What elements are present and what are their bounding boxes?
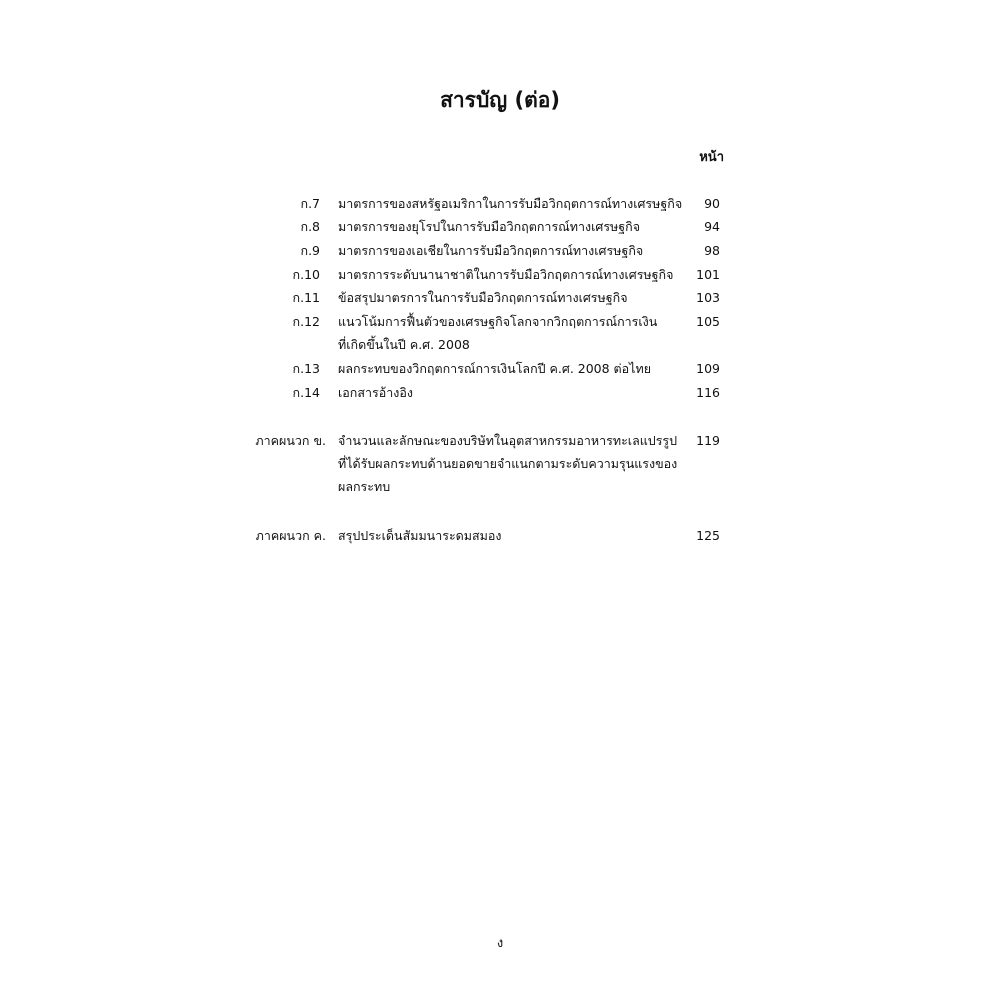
entry-title-line: สรุปประเด็นสัมมนาระดมสมอง <box>338 528 502 543</box>
entry-title-line: ผลกระทบของวิกฤตการณ์การเงินโลกปี ค.ศ. 2008 ต่อไทย <box>338 361 652 376</box>
entry-page: 94 <box>704 219 720 234</box>
entry-page: 109 <box>696 361 720 376</box>
entry-number: ก.13 <box>292 361 320 376</box>
page-title: สารบัญ (ต่อ) <box>440 88 560 112</box>
entry-title-line: แนวโน้มการฟื้นตัวของเศรษฐกิจโลกจากวิกฤตการณ์การเงิน <box>338 314 658 329</box>
entry-title-line: ผลกระทบ <box>338 479 391 494</box>
entry-page: 119 <box>696 433 720 448</box>
entry-title <box>338 239 683 262</box>
entry-title-line: ที่เกิดขึ้นในปี ค.ศ. 2008 <box>338 337 470 352</box>
entry-page: 105 <box>696 314 720 329</box>
entry-number: ก.10 <box>292 267 320 282</box>
entry-title-line: ข้อสรุปมาตรการในการรับมือวิกฤตการณ์ทางเศรษฐกิจ <box>338 290 628 305</box>
entry-number: ภาคผนวก ข. <box>255 433 326 448</box>
entry-page: 98 <box>704 243 720 258</box>
entry-number: ก.8 <box>300 219 320 234</box>
entry-title <box>338 215 683 238</box>
entry-number: ภาคผนวก ค. <box>255 528 326 543</box>
entry-page: 125 <box>696 528 720 543</box>
entry-title-line: มาตรการของเอเชียในการรับมือวิกฤตการณ์ทางเศรษฐกิจ <box>338 243 644 258</box>
entry-title <box>338 381 683 404</box>
entry-title <box>338 429 683 498</box>
entry-page: 101 <box>696 267 720 282</box>
entry-number: ก.11 <box>292 290 320 305</box>
entry-title-line: จำนวนและลักษณะของบริษัทในอุตสาหกรรมอาหารทะเลแปรรูป <box>338 433 678 448</box>
entry-title <box>338 263 683 286</box>
entry-title-line: ที่ได้รับผลกระทบด้านยอดขายจำแนกตามระดับความรุนแรงของ <box>338 456 678 471</box>
entry-number: ก.7 <box>300 196 320 211</box>
entry-title <box>338 192 683 215</box>
entry-title-line: มาตรการของสหรัฐอเมริกาในการรับมือวิกฤตการณ์ทางเศรษฐกิจ <box>338 196 683 211</box>
entry-title-line: มาตรการระดับนานาชาติในการรับมือวิกฤตการณ์ทางเศรษฐกิจ <box>338 267 674 282</box>
entry-title-line: มาตรการของยุโรปในการรับมือวิกฤตการณ์ทางเศรษฐกิจ <box>338 219 641 234</box>
entry-title <box>338 524 683 547</box>
entry-page: 116 <box>696 385 720 400</box>
entry-page: 90 <box>704 196 720 211</box>
entry-title <box>338 286 683 309</box>
entry-number: ก.9 <box>300 243 320 258</box>
entry-number: ก.12 <box>292 314 320 329</box>
entry-page: 103 <box>696 290 720 305</box>
entry-title <box>338 357 683 380</box>
entry-number: ก.14 <box>292 385 320 400</box>
page-folio: ง <box>496 936 504 951</box>
entry-title-line: เอกสารอ้างอิง <box>338 385 413 400</box>
page-column-label: หน้า <box>699 150 724 165</box>
entry-title <box>338 310 683 356</box>
